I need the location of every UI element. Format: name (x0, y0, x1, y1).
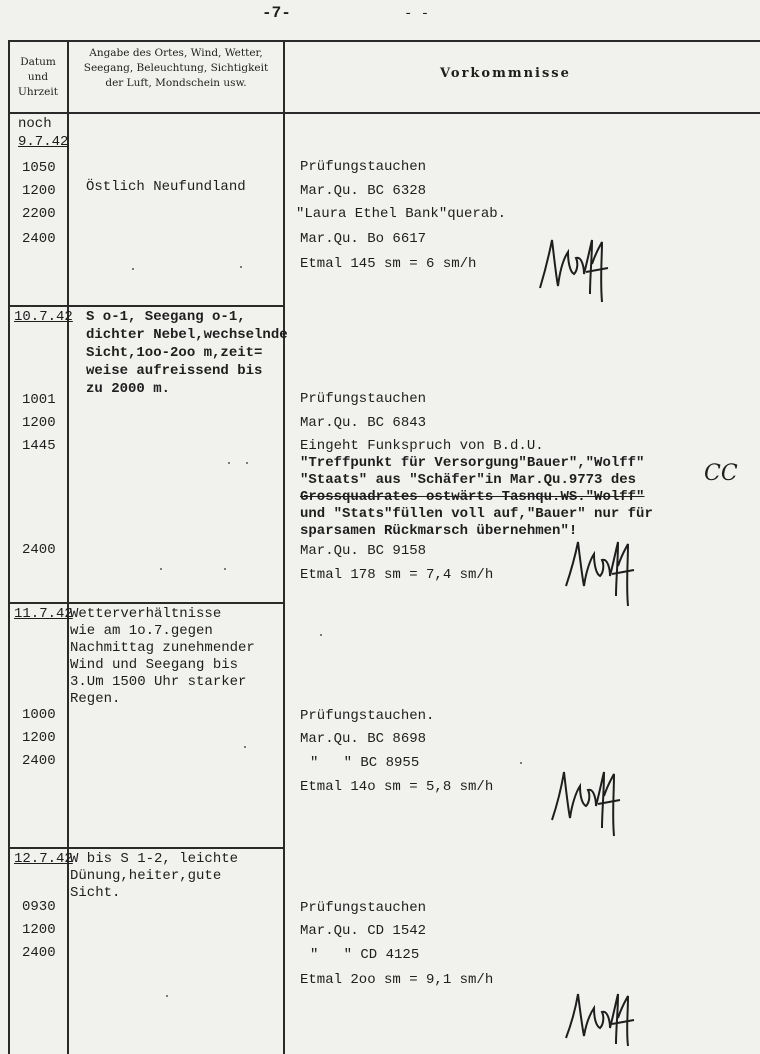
date-noch: noch (18, 116, 52, 132)
scan-speck (320, 634, 322, 636)
row-divider (8, 602, 283, 604)
event-line: Prüfungstauchen (300, 391, 427, 407)
event-line: sparsamen Rückmarsch übernehmen"! (300, 523, 578, 539)
scan-speck (240, 266, 242, 268)
time: 1200 (22, 415, 56, 431)
scan-speck (520, 762, 522, 764)
weather-line: S o-1, Seegang o-1, (86, 309, 246, 325)
weather-line: zu 2000 m. (86, 381, 171, 397)
col-divider-2 (283, 40, 285, 1054)
event-line-struck: Grossquadrates ostwärts Tasnqu.WS."Wolff" (300, 489, 645, 505)
time: 1445 (22, 438, 56, 454)
event-line: Etmal 2oo sm = 9,1 sm/h (300, 972, 494, 988)
event-line: Prüfungstauchen. (300, 708, 435, 724)
date-12-7-42: 12.7.42 (14, 851, 73, 867)
time: 1200 (22, 922, 56, 938)
time: 2400 (22, 753, 56, 769)
header-events: Vorkommnisse (440, 66, 571, 81)
table-top-rule (8, 40, 760, 42)
time: 1200 (22, 730, 56, 746)
date-10-7-42: 10.7.42 (14, 309, 73, 325)
weather-line: weise aufreissend bis (86, 363, 263, 379)
top-marks: - - (404, 6, 430, 22)
weather-line: wie am 1o.7.gegen (70, 623, 213, 639)
event-line: " " CD 4125 (310, 947, 420, 963)
scan-speck (224, 568, 226, 570)
event-line: "Laura Ethel Bank"querab. (296, 206, 507, 222)
event-line: Mar.Qu. Bo 6617 (300, 231, 427, 247)
row-divider (8, 847, 283, 849)
event-line: Prüfungstauchen (300, 900, 427, 916)
date-11-7-42: 11.7.42 (14, 606, 73, 622)
time: 1001 (22, 392, 56, 408)
header-location-weather: Angabe des Ortes, Wind, Wetter, Seegang, Beleuchtung, Sichtigkeit der Luft, Mondschein usw. (83, 47, 269, 89)
margin-note: CC (704, 461, 738, 486)
scan-speck (160, 568, 162, 570)
event-line: "Staats" aus "Schäfer"in Mar.Qu.9773 des (300, 472, 637, 488)
event-line: Mar.Qu. BC 8698 (300, 731, 427, 747)
weather-line: Regen. (70, 691, 121, 707)
weather-line: Wetterverhältnisse (70, 606, 222, 622)
weather-line: dichter Nebel,wechselnde (86, 327, 288, 343)
event-line: Etmal 14o sm = 5,8 sm/h (300, 779, 494, 795)
event-line: Mar.Qu. BC 6328 (300, 183, 427, 199)
weather-line: Sicht,1oo-2oo m,zeit= (86, 345, 263, 361)
weather-line: Dünung,heiter,gute (70, 868, 222, 884)
weather-line: Sicht. (70, 885, 121, 901)
row-divider (8, 305, 283, 307)
event-line: Mar.Qu. BC 9158 (300, 543, 427, 559)
scan-speck (228, 462, 230, 464)
time: 2400 (22, 542, 56, 558)
event-line: " " BC 8955 (310, 755, 420, 771)
scan-speck (244, 746, 246, 748)
date-9-7-42: 9.7.42 (18, 134, 69, 150)
location: Östlich Neufundland (86, 179, 246, 195)
event-line: Eingeht Funkspruch von B.d.U. (300, 438, 544, 454)
weather-line: 3.Um 1500 Uhr starker (70, 674, 247, 690)
weather-line: Wind und Seegang bis (70, 657, 239, 673)
signature (560, 532, 640, 612)
scan-speck (166, 995, 168, 997)
weather-line: W bis S 1-2, leichte (70, 851, 239, 867)
col-divider-1 (67, 40, 69, 1054)
signature (546, 762, 626, 842)
signature (560, 988, 640, 1050)
event-line: und "Stats"füllen voll auf,"Bauer" nur für (300, 506, 653, 522)
left-border (8, 40, 10, 1054)
weather-line: Nachmittag zunehmender (70, 640, 255, 656)
page-number: -7- (262, 4, 291, 22)
time: 1050 (22, 160, 56, 176)
time: 2400 (22, 231, 56, 247)
event-line: Etmal 145 sm = 6 sm/h (300, 256, 477, 272)
event-line: "Treffpunkt für Versorgung"Bauer","Wolff" (300, 455, 645, 471)
header-bottom-rule (8, 112, 760, 114)
time: 1000 (22, 707, 56, 723)
signature (532, 228, 612, 308)
scan-speck (132, 268, 134, 270)
time: 0930 (22, 899, 56, 915)
time: 2200 (22, 206, 56, 222)
time: 1200 (22, 183, 56, 199)
event-line: Prüfungstauchen (300, 159, 427, 175)
event-line: Mar.Qu. BC 6843 (300, 415, 427, 431)
time: 2400 (22, 945, 56, 961)
scan-speck (246, 462, 248, 464)
header-date-time: Datum und Uhrzeit (18, 56, 58, 98)
event-line: Etmal 178 sm = 7,4 sm/h (300, 567, 494, 583)
event-line: Mar.Qu. CD 1542 (300, 923, 427, 939)
